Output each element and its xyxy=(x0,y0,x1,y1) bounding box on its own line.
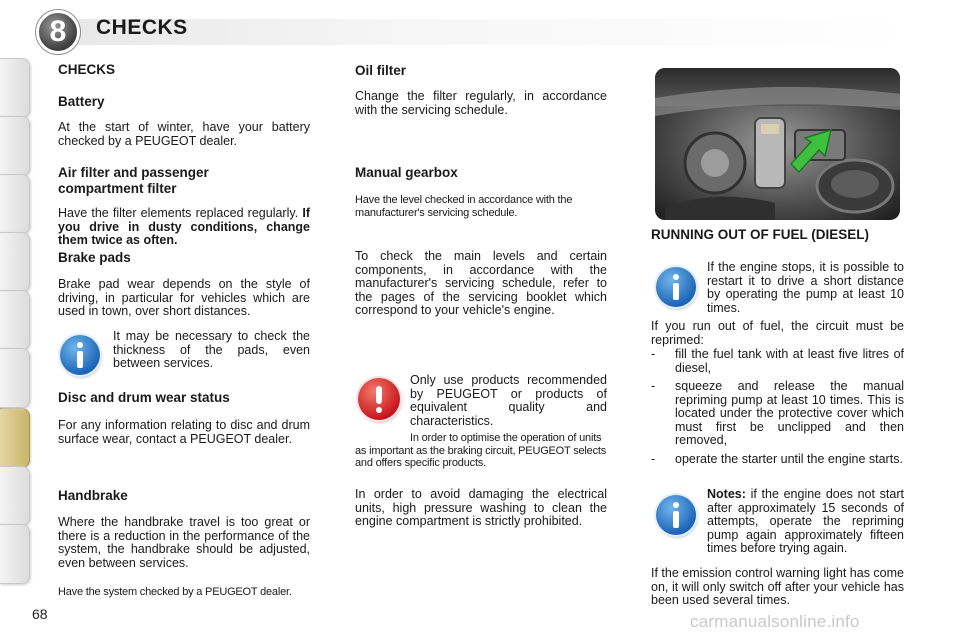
engine-photo-svg xyxy=(655,68,900,220)
step-text: squeeze and release the manual repriming pump at least 10 times. This is located under the protective cover which must first be unclipped and then removed, xyxy=(675,379,904,447)
handbrake-text: Where the handbrake travel is too great or there is a reduction in the performance of the system, the handbrake should be adjusted, even between services. xyxy=(58,515,310,570)
running-out-fuel-title: RUNNING OUT OF FUEL (DIESEL) xyxy=(651,227,869,242)
chapter-tab[interactable] xyxy=(0,174,30,234)
brake-pads-title: Brake pads xyxy=(58,250,131,265)
handbrake-small: Have the system checked by a PEUGEOT dealer. xyxy=(58,586,292,598)
repriming-steps xyxy=(651,348,904,471)
fuel-intro-text: If you run out of fuel, the circuit must be reprimed: xyxy=(651,319,904,347)
page-title: CHECKS xyxy=(96,16,188,39)
chapter-tab-active[interactable] xyxy=(0,408,30,468)
air-filter-text-plain: Have the filter elements replaced regularly. xyxy=(58,206,299,220)
list-item: - fill the fuel tank with at least five litres of diesel, xyxy=(651,347,904,375)
fuel-info-text: If the engine stops, it is possible to restart it to drive a short distance by operating the pump at least 10 times. xyxy=(707,260,904,315)
list-item: - squeeze and release the manual repriming pump at least 10 times. This is located under the protective cover which must first be unclipped and then removed, xyxy=(651,379,904,447)
chapter-tab[interactable] xyxy=(0,524,30,584)
info-icon xyxy=(656,267,696,307)
chapter-tabs xyxy=(0,58,32,618)
oil-filter-text: Change the filter regularly, in accordance with the servicing schedule. xyxy=(355,89,607,117)
page-header xyxy=(36,10,916,54)
air-filter-text xyxy=(58,207,310,248)
chapter-tab[interactable] xyxy=(0,232,30,292)
chapter-tab[interactable] xyxy=(0,58,30,118)
engine-photo xyxy=(655,68,900,220)
list-item: - operate the starter until the engine starts. xyxy=(651,451,903,466)
manual-gearbox-title: Manual gearbox xyxy=(355,165,458,180)
disc-drum-text: For any information relating to disc and drum surface wear, contact a PEUGEOT dealer. xyxy=(58,418,310,446)
brake-pads-text: Brake pad wear depends on the style of driving, in particular for vehicles which are used in town, over short distances. xyxy=(58,277,310,318)
chapter-number-badge: 8 xyxy=(36,10,80,54)
warning-text: Only use products recommended by PEUGEOT or products of equivalent quality and characteristics. xyxy=(410,373,607,428)
air-filter-text-bold: If you drive in dusty conditions, change them twice as often. xyxy=(58,206,310,247)
chapter-tab[interactable] xyxy=(0,466,30,526)
oil-filter-title: Oil filter xyxy=(355,63,407,78)
air-filter-title: Air filter and passenger compartment filter xyxy=(58,165,209,196)
notes-text xyxy=(707,488,904,556)
chapter-tab[interactable] xyxy=(0,290,30,350)
info-icon xyxy=(60,335,100,375)
battery-text: At the start of winter, have your battery checked by a PEUGEOT dealer. xyxy=(58,120,310,148)
handbrake-title: Handbrake xyxy=(58,488,128,503)
washing-text: In order to avoid damaging the electrical units, high pressure washing to clean the engine compartment is strictly prohibited. xyxy=(355,487,607,528)
step-text: operate the starter until the engine starts. xyxy=(675,451,903,466)
watermark: carmanualsonline.info xyxy=(690,612,860,631)
chapter-tab[interactable] xyxy=(0,348,30,408)
notes-body: if the engine does not start after approximately 15 seconds of attempts, operate the repriming pump again approximately fifteen times before trying again. xyxy=(707,487,904,555)
notes-label: Notes: xyxy=(707,487,746,501)
section-heading: CHECKS xyxy=(58,62,116,77)
page-number: 68 xyxy=(32,606,48,622)
warning-icon xyxy=(358,378,400,420)
optimise-text: In order to optimise the operation of units as important as the braking circuit, PEUGEOT selects and offers specific products. xyxy=(355,432,607,469)
info-icon xyxy=(656,495,696,535)
step-text: fill the fuel tank with at least five litres of diesel, xyxy=(675,347,904,375)
check-levels-text: To check the main levels and certain components, in accordance with the manufacturer's servicing schedule, refer to the pages of the servicing booklet which correspond to your vehicle's engine. xyxy=(355,249,607,317)
header-bar xyxy=(66,19,916,45)
chapter-tab[interactable] xyxy=(0,116,30,176)
manual-gearbox-small: Have the level checked in accordance with the manufacturer's servicing schedule. xyxy=(355,194,573,219)
emission-text: If the emission control warning light has come on, it will only switch off after your vehicle has been used several times. xyxy=(651,566,904,607)
disc-drum-title: Disc and drum wear status xyxy=(58,390,230,405)
battery-title: Battery xyxy=(58,94,105,109)
brake-pads-info: It may be necessary to check the thickness of the pads, even between services. xyxy=(113,329,310,370)
